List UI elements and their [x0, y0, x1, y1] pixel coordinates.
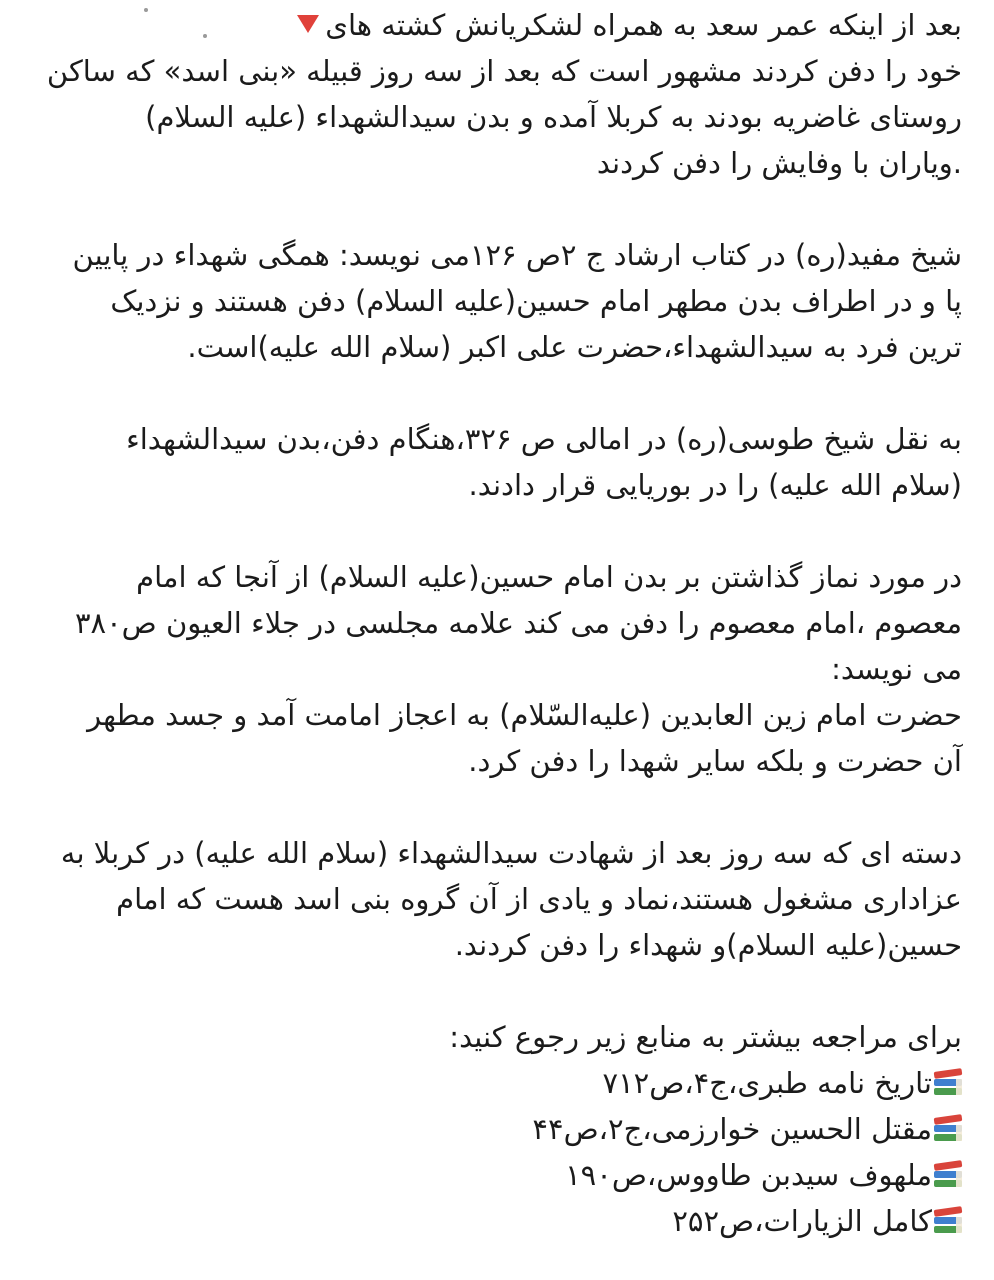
reference-item	[40, 1060, 962, 1106]
paragraph-5: دسته ای که سه روز بعد از شهادت سیدالشهداء (سلام الله علیه) در کربلا به عزاداری مشغول هستند،نماد و یادی از آن گروه بنی اسد هست که امام حسین(علیه السلام)و شهداء را دفن کردند.	[60, 836, 962, 962]
paragraph-1	[40, 2, 962, 186]
scan-artifact	[144, 8, 148, 12]
paragraph-1-line-1: بعد از اینکه عمر سعد به همراه لشکریانش کشته های	[325, 8, 962, 42]
paragraph-gap	[40, 968, 962, 1014]
reference-item	[40, 1152, 962, 1198]
paragraph-gap	[40, 186, 962, 232]
paragraph-gap	[40, 508, 962, 554]
reference-text: تاریخ نامه طبری،ج۴،ص۷۱۲	[602, 1066, 932, 1100]
paragraph-1-first-line	[40, 2, 962, 48]
books-icon	[934, 1162, 962, 1188]
reference-list	[40, 1060, 962, 1244]
books-icon	[934, 1070, 962, 1096]
books-icon	[934, 1116, 962, 1142]
reference-item	[40, 1106, 962, 1152]
references-intro: برای مراجعه بیشتر به منابع زیر رجوع کنید:	[449, 1020, 962, 1054]
paragraph-2: شیخ مفید(ره) در کتاب ارشاد ج ۲ص ۱۲۶می نویسد: همگی شهداء در پایین پا و در اطراف بدن مطهر امام حسین(علیه السلام) دفن هستند و نزدیک ترین فرد به سیدالشهداء،حضرت علی اکبر (سلام الله علیه)است.	[72, 238, 962, 364]
paragraph-gap	[40, 784, 962, 830]
paragraph-1-rest: خود را دفن کردند مشهور است که بعد از سه روز قبیله «بنی اسد» که ساکن روستای غاضریه بودند به کربلا آمده و بدن سیدالشهداء (علیه السلام) .ویاران با وفایش را دفن کردند	[46, 54, 962, 180]
paragraph-gap	[40, 370, 962, 416]
books-icon	[934, 1208, 962, 1234]
scan-artifact	[203, 34, 207, 38]
reference-text: مقتل الحسین خوارزمی،ج۲،ص۴۴	[532, 1112, 932, 1146]
paragraph-4: در مورد نماز گذاشتن بر بدن امام حسین(علیه السلام) از آنجا که امام معصوم ،امام معصوم را دفن می کند علامه مجلسی در جلاء العیون ص۳۸۰ می نویسد: حضرت امام زین العابدین (علیه‌السّلام) به اعجاز امامت آمد و جسد مطهر آن حضرت و بلکه سایر شهدا را دفن کرد.	[74, 560, 962, 778]
reference-text: کامل الزیارات،ص۲۵۲	[672, 1204, 932, 1238]
paragraph-3: به نقل شیخ طوسی(ره) در امالی ص ۳۲۶،هنگام دفن،بدن سیدالشهداء (سلام الله علیه) را در بوریایی قرار دادند.	[126, 422, 962, 502]
reference-item	[40, 1198, 962, 1244]
red-triangle-down-icon	[297, 15, 319, 33]
reference-text: ملهوف سیدبن طاووس،ص۱۹۰	[565, 1158, 932, 1192]
